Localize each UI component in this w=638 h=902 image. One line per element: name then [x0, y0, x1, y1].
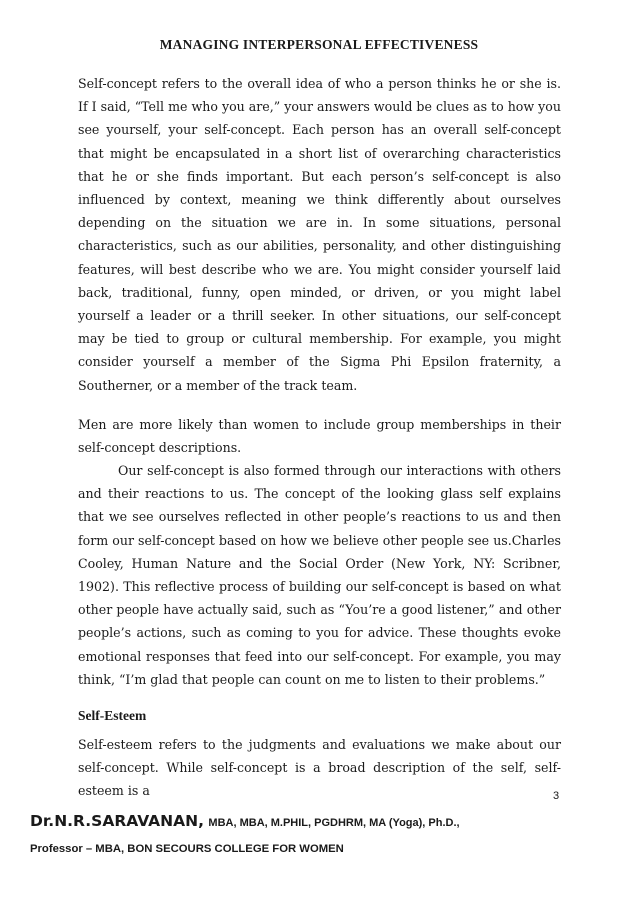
paragraph-self-concept: Self-concept refers to the overall idea of who a person thinks he or she is. If I said, “Tell me who you are,” your answers would be clues as to how you see yourself, your self-concept. Each person has an overall self-concept that might be encapsulated in a short list of overarching characteristics that he or she finds important. But each person’s self-concept is also influenced by context, meaning we think differently about ourselves depending on the situation we are in. In some situations, personal characteristics, such as our abilities, personality, and other distinguishing features, will best describe who we are. You might consider yourself laid back, traditional, funny, open minded, or driven, or you might label yourself a leader or a thrill seeker. In other situations, our self-concept may be tied to group or cultural membership. For example, you might consider yourself a member of the Sigma Phi Epsilon fraternity, a Southerner, or a member of the track team.: [78, 76, 561, 393]
author-name: Dr.N.R.SARAVANAN,: [30, 812, 204, 830]
section-heading-self-esteem: Self-Esteem: [78, 708, 147, 723]
paragraph-group-memberships: Men are more likely than women to include group memberships in their self-concept descriptions.: [78, 417, 561, 456]
author-line: [30, 812, 460, 831]
author-qualifications: MBA, MBA, M.PHIL, PGDHRM, MA (Yoga), Ph.D.,: [208, 817, 460, 829]
paragraph-looking-glass-self: Our self-concept is also formed through our interactions with others and their reactions to us. The concept of the looking glass self explains that we see ourselves reflected in other people’s reactions to us and then form our self-concept based on how we believe other people see us.Charles Cooley, Human Nature and the Social Order (New York, NY: Scribner, 1902). This reflective process of building our self-concept is based on what other people have actually said, such as “You’re a good listener,” and other people’s actions, such as coming to you for advice. These thoughts evoke emotional responses that feed into our self-concept. For example, you may think, “I’m glad that people can count on me to listen to their problems.”: [78, 463, 561, 687]
page-title: MANAGING INTERPERSONAL EFFECTIVENESS: [159, 37, 479, 52]
author-position: Professor – MBA, BON SECOURS COLLEGE FOR WOMEN: [30, 843, 344, 855]
page-number: 3: [553, 790, 560, 802]
paragraph-self-esteem: Self-esteem refers to the judgments and evaluations we make about our self-concept. While self-concept is a broad description of the self, self-esteem is a: [78, 737, 561, 799]
